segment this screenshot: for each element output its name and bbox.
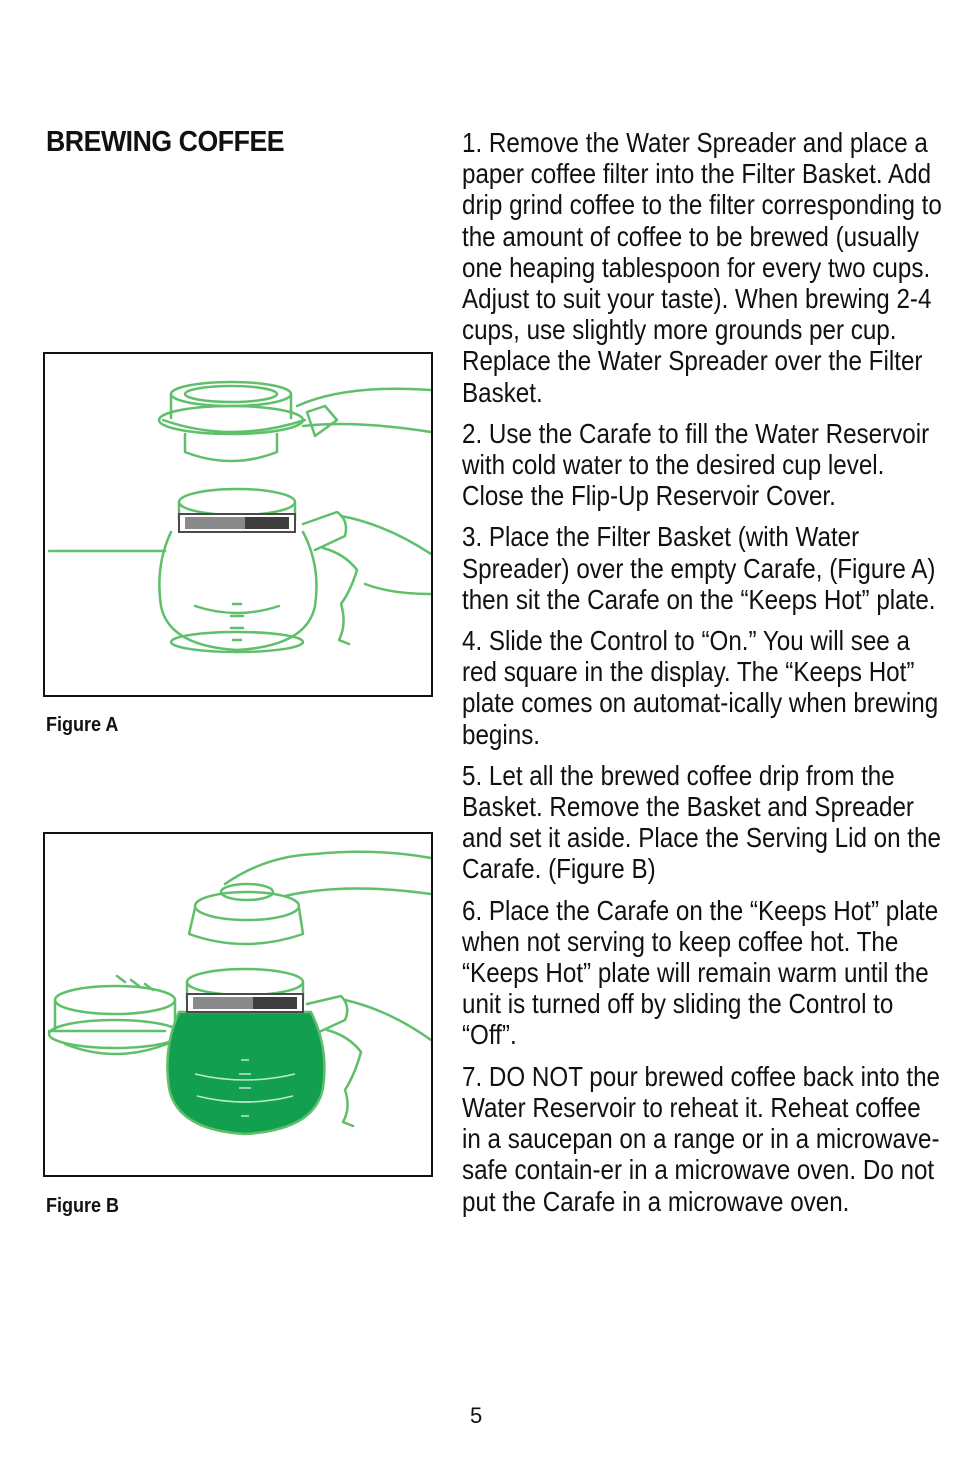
- figure-b-caption: Figure B: [46, 1195, 120, 1217]
- filter-basket-over-carafe-illustration: [45, 354, 431, 695]
- brewing-instructions: [462, 127, 952, 1227]
- page-title: BREWING COFFEE: [46, 126, 285, 158]
- step-7: 7. DO NOT pour brewed coffee back into the Water Reservoir to reheat it. Reheat coffee in a saucepan on a range or in a microwave-safe contain-er in a microwave oven. Do not put the Carafe in a microwave oven.: [462, 1060, 940, 1217]
- page-number: 5: [470, 1403, 483, 1428]
- serving-lid-on-carafe-illustration: [45, 834, 431, 1175]
- step-2: 2. Use the Carafe to fill the Water Reservoir with cold water to the desired cup level. Close the Flip-Up Reservoir Cover.: [462, 417, 930, 512]
- figure-b-illustration: [43, 832, 433, 1177]
- step-3: 3. Place the Filter Basket (with Water Spreader) over the empty Carafe, (Figure A) then sit the Carafe on the “Keeps Hot” plate.: [462, 521, 936, 615]
- step-4: 4. Slide the Control to “On.” You will see a red square in the display. The “Keeps Hot” plate comes on automat-ically when brewing begins.: [462, 625, 939, 750]
- step-6: 6. Place the Carafe on the “Keeps Hot” plate when not serving to keep coffee hot. The “Keeps Hot” plate will remain warm until the unit is turned off by sliding the Control to “Off”.: [462, 894, 939, 1051]
- step-1: 1. Remove the Water Spreader and place a paper coffee filter into the Filter Basket. Add drip grind coffee to the filter corresponding to the amount of coffee to be brewed (usually one heaping tablespoon for every two cups. Adjust to suit your taste). When brewing 2-4 cups, use slightly more grounds per cup. Replace the Water Spreader over the Filter Basket.: [462, 127, 942, 408]
- step-5: 5. Let all the brewed coffee drip from the Basket. Remove the Basket and Spreader and set it aside. Place the Serving Lid on the Carafe. (Figure B): [462, 759, 941, 885]
- figure-a-caption: Figure A: [46, 714, 119, 736]
- figure-a-illustration: [43, 352, 433, 697]
